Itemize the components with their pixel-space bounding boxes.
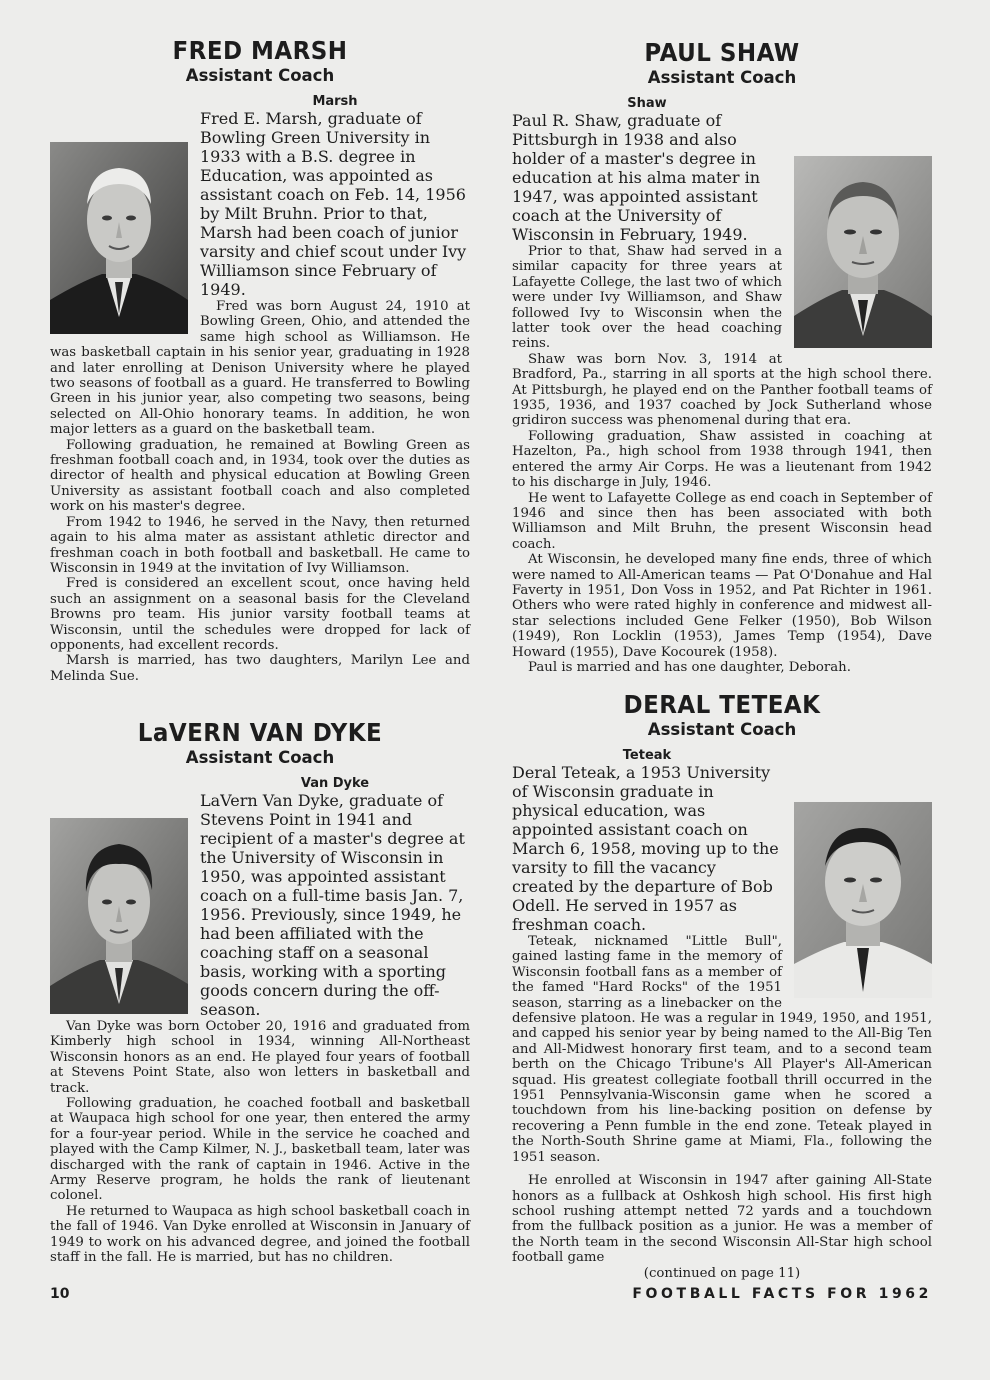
subheading-vandyke: Assistant Coach [185, 748, 335, 767]
shaw-paragraph-4: Following graduation, Shaw assisted in coaching at Hazelton, Pa., high school from 1938 through 1941, then entered the army Air Corps. He was a lieutenant from 1942 to his discharge in July, 1946. [512, 428, 932, 491]
marsh-caption: Marsh [312, 94, 358, 109]
marsh-portrait-image [50, 142, 188, 334]
vandyke-portrait-image [50, 818, 188, 1014]
shaw-paragraph-5: He went to Lafayette College as end coach in September of 1946 and since then has been associated with both Williamson and Milt Bruhn, the present Wisconsin head coach. [512, 490, 932, 552]
shaw-paragraph-6: At Wisconsin, he developed many fine ends, three of which were named to All-American teams — Pat O'Donahue and Hal Faverty in 1951, Don Voss in 1952, and Pat Richter in 1961. Others who were rated highly in conference and midwest all-star selections included Gene Felker (1950), Bob Wilson (1949), Ron Locklin (1953), James Temp (1954), Dave Howard (1955), Dave Kocourek (1958). [512, 552, 932, 660]
heading-shaw: PAUL SHAW [644, 38, 800, 67]
vandyke-photo [50, 818, 200, 1018]
vandyke-paragraph-2: Van Dyke was born October 20, 1916 and graduated from Kimberly high school in 1934, winning All-Northeast Wisconsin honors as an end. He played four years of football at Stevens Point State, also won letters in basketball and track. [50, 1019, 470, 1096]
vandyke-paragraph-3: Following graduation, he coached football and basketball at Waupaca high school for one year, then entered the army for a four-year period. While in the service he coached and played with the Camp Kilmer, N. J., basketball team, later was discharged with the rank of captain in 1946. Active in the Army Reserve program, he holds the rank of lieutenant colonel. [50, 1096, 470, 1204]
marsh-photo [50, 142, 200, 338]
subheading-marsh: Assistant Coach [185, 66, 335, 85]
page-number: 10 [50, 1286, 70, 1302]
teteak-caption: Teteak [622, 748, 672, 763]
teteak-paragraph-2: Teteak, nicknamed "Little Bull", gained lasting fame in the memory of Wisconsin football fans as a member of the famed "Hard Rocks" of the 1951 season, starring as a linebacker on the defensive platoon. He was a regular in 1949, 1950, and 1951, and capped his senior year by being named to the All-Big Ten and All-Midwest honorary first team, and to a second team berth on the Chicago Tribune's All Player's All-American squad. His greatest collegiate football thrill occurred in the 1951 Pennsylvania-Wisconsin game when he scored a touchdown from his line-backing position on defense by recovering a Penn fumble in the end zone. Teteak played in the North-South Shrine game at Miami, Fla., following the 1951 season. [512, 934, 932, 1165]
heading-vandyke: LaVERN VAN DYKE [137, 718, 383, 747]
article-shaw [512, 38, 932, 675]
vandyke-paragraph-4: He returned to Waupaca as high school basketball coach in the fall of 1946. Van Dyke enrolled at Wisconsin in January of 1949 to work on his advanced degree, and joined the football staff in the fall. He is married, but has no children. [50, 1203, 470, 1266]
shaw-paragraph-1-text: Paul R. Shaw, graduate of Pittsburgh in 1938 and also holder of a master's degree in education at his alma mater in 1947, was appointed assistant coach at the University of Wisconsin in February, 1949. [512, 111, 761, 244]
marsh-paragraph-2: Fred was born August 24, 1910 at Bowling Green, Ohio, and attended the same high school as Williamson. He was basketball captain in his senior year, graduating in 1928 and later enrolling at Denison University where he played two seasons of football as a guard. He transferred to Bowling Green in his junior year, also competing two seasons, being selected on All-Ohio honorary teams. In addition, he won major letters as a guard on the basketball team. [50, 299, 470, 438]
shaw-paragraph-3: Shaw was born Nov. 3, 1914 at Bradford, Pa., starring in all sports at the high school there. At Pittsburgh, he played end on the Panther football teams of 1935, 1936, and 1937 coached by Jock Sutherland whose gridiron success was phenomenal during that era. [512, 351, 932, 429]
teteak-portrait-image [794, 802, 932, 998]
teteak-paragraph-1-text: Deral Teteak, a 1953 University of Wisconsin graduate in physical education, was appointed assistant coach on March 6, 1958, moving up to the varsity to fill the vacancy created by the departure of Bob Odell. He served in 1957 as freshman coach. [512, 763, 779, 934]
heading-marsh: FRED MARSH [172, 36, 348, 65]
publication-title: FOOTBALL FACTS FOR 1962 [632, 1286, 932, 1302]
marsh-paragraph-1-text: Fred E. Marsh, graduate of Bowling Green University in 1933 with a B.S. degree in Education, was appointed as assistant coach on Feb. 14, 1956 by Milt Bruhn. Prior to that, Marsh had been coach of junior varsity and chief scout under Ivy Williamson since February of 1949. [200, 109, 467, 299]
shaw-portrait-image [794, 156, 932, 348]
vandyke-paragraph-1-text: LaVern Van Dyke, graduate of Stevens Point in 1941 and recipient of a master's degree at the University of Wisconsin in 1950, was appointed assistant coach on a full-time basis Jan. 7, 1956. Previously, since 1949, he had been affiliated with the coaching staff on a seasonal basis, working with a sporting goods concern during the off-season. [200, 791, 465, 1019]
teteak-photo [782, 802, 932, 1002]
shaw-photo [782, 156, 932, 352]
subheading-shaw: Assistant Coach [647, 68, 797, 87]
subheading-teteak: Assistant Coach [647, 720, 797, 739]
heading-teteak: DERAL TETEAK [623, 690, 821, 719]
shaw-paragraph-2: Prior to that, Shaw had served in a similar capacity for three years at Lafayette College, the last two of which were under Ivy Williamson, and Shaw followed Ivy to Wisconsin when the latter took over the head coaching reins. [512, 244, 782, 352]
article-vandyke [50, 718, 470, 1266]
vandyke-caption: Van Dyke [300, 776, 370, 791]
marsh-paragraph-6: Marsh is married, has two daughters, Marilyn Lee and Melinda Sue. [50, 653, 470, 684]
shaw-paragraph-7: Paul is married and has one daughter, Deborah. [528, 659, 851, 675]
article-marsh [50, 36, 470, 684]
article-teteak [512, 690, 932, 1281]
marsh-paragraph-3: Following graduation, he remained at Bowling Green as freshman football coach and, in 1934, took over the duties as director of health and physical education at Bowling Green University as assistant football coach and also completed work on his master's degree. [50, 437, 470, 515]
shaw-caption: Shaw [627, 96, 667, 111]
teteak-paragraph-3: He enrolled at Wisconsin in 1947 after gaining All-State honors as a fullback at Oshkosh high school. His first high school rushing attempt netted 72 yards and a touchdown from the fullback position as a junior. He was a member of the North team in the second Wisconsin All-Star high school football game [512, 1173, 932, 1266]
teteak-continued-note: (continued on page 11) [643, 1265, 801, 1281]
marsh-paragraph-4: From 1942 to 1946, he served in the Navy, then returned again to his alma mater as assistant athletic director and freshman coach in both football and basketball. He came to Wisconsin in 1949 at the invitation of Ivy Williamson. [50, 514, 470, 576]
marsh-paragraph-5: Fred is considered an excellent scout, once having held such an assignment on a seasonal basis for the Cleveland Browns pro team. His junior varsity football teams at Wisconsin, until the schedules were dropped for lack of opponents, had excellent records. [50, 576, 470, 653]
